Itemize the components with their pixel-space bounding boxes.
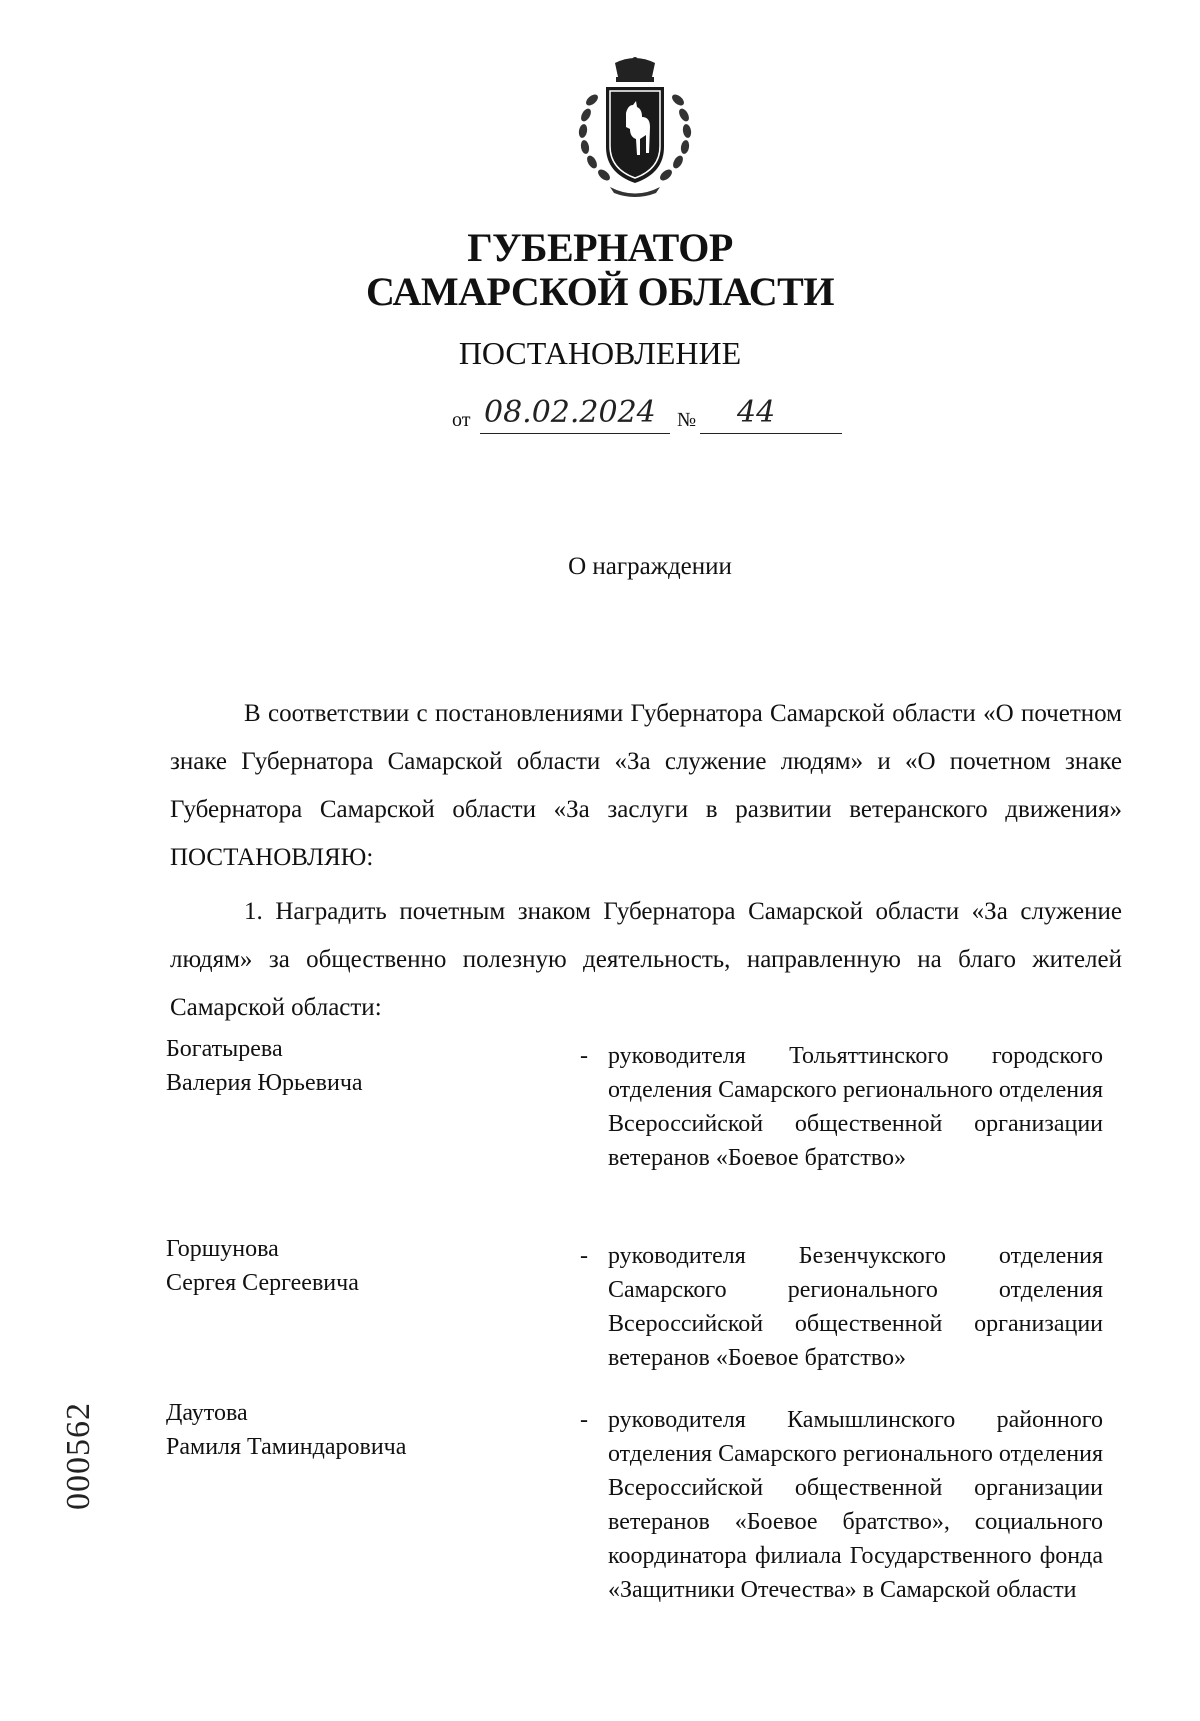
number-prefix: № — [677, 409, 697, 431]
dash-separator: - — [580, 1043, 588, 1069]
dash-separator: - — [580, 1243, 588, 1269]
date-number-line — [452, 395, 852, 435]
subject-text: О награждении — [568, 553, 732, 580]
awardee-position: руководителя Камышлинского районного отделения Самарского регионального отделения Всероссийской общественной организации ветеранов «Боевое братство», социального координатора филиала Государственного фонда «Защитники Отечества» в Самарской области — [608, 1407, 1103, 1603]
dash-separator: - — [580, 1407, 588, 1433]
awardee-position: руководителя Тольяттинского городского отделения Самарского регионального отделения Всероссийской общественной организации ветеранов «Боевое братство» — [608, 1043, 1103, 1171]
awardee-given-name: Рамиля Таминдаровича — [166, 1434, 407, 1460]
awardee-name — [166, 1032, 546, 1100]
coat-of-arms-emblem — [570, 55, 700, 200]
handwritten-number: 44 — [737, 395, 776, 430]
handwritten-date: 08.02.2024 — [484, 395, 656, 430]
issuer-title-line1: ГУБЕРНАТОР — [467, 225, 733, 270]
awardee-surname: Горшунова — [166, 1236, 279, 1262]
awardee-surname: Даутова — [166, 1400, 248, 1426]
date-underline — [480, 433, 670, 434]
item-1-paragraph: 1. Наградить почетным знаком Губернатора Самарской области «За служение людям» за общественно полезную деятельность, направленную на благо жителей Самарской области: — [170, 898, 1122, 1021]
number-underline — [700, 433, 842, 434]
document-subject — [0, 553, 1200, 581]
awardee-name — [166, 1232, 546, 1300]
awardee-given-name: Валерия Юрьевича — [166, 1070, 363, 1096]
serial-number-stamp: 000562 — [60, 1402, 97, 1510]
awardee-position: руководителя Безенчукского отделения Самарского регионального отделения Всероссийской общественной организации ветеранов «Боевое братство» — [608, 1243, 1103, 1371]
awardee-given-name: Сергея Сергеевича — [166, 1270, 359, 1296]
awardee-surname: Богатырева — [166, 1036, 283, 1062]
document-type: ПОСТАНОВЛЕНИЕ — [458, 335, 742, 371]
preamble-paragraph: В соответствии с постановлениями Губернатора Самарской области «О почетном знаке Губернатора Самарской области «За служение людям» и «О почетном знаке Губернатора Самарской области «За заслуги в развитии ветеранского движения» ПОСТАНОВЛЯЮ: — [170, 700, 1122, 871]
awardee-name — [166, 1396, 546, 1464]
date-prefix: от — [452, 409, 471, 431]
issuer-title-line2: САМАРСКОЙ ОБЛАСТИ — [366, 269, 834, 314]
